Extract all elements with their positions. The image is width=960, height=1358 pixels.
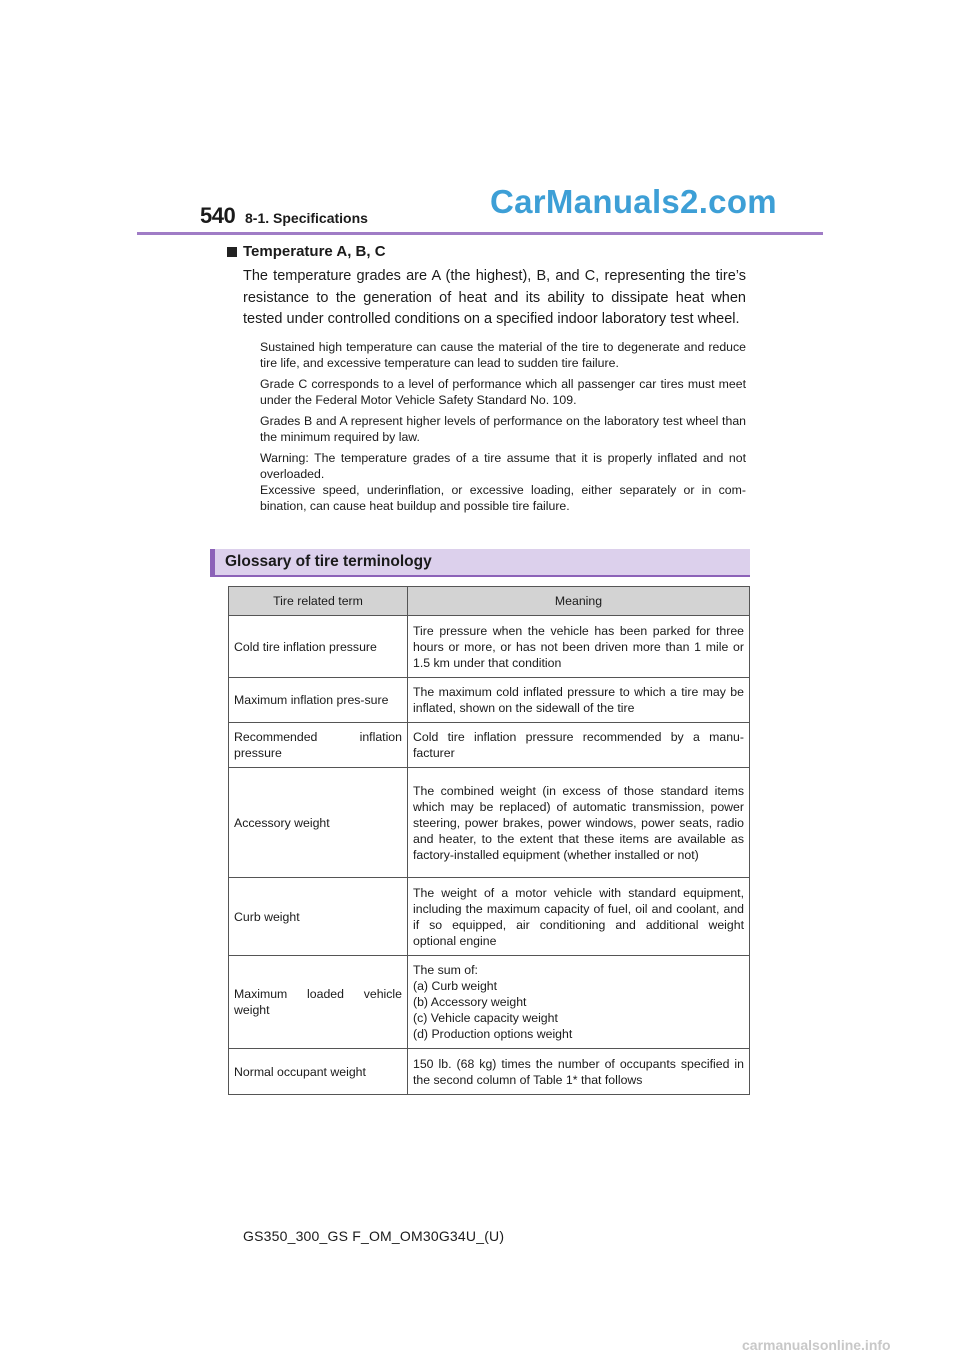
term-cell: Recommended inflation pressure [229, 723, 408, 768]
header-divider [137, 232, 823, 235]
glossary-heading-text: Glossary of tire terminology [225, 553, 432, 570]
note-item: Grades B and A represent higher levels of performance on the laboratory test wheel than the minimum required by law. [260, 413, 746, 444]
table-row [229, 616, 750, 678]
term-cell: Accessory weight [229, 768, 408, 878]
temperature-section [243, 243, 746, 519]
term-cell: Maximum inflation pres-sure [229, 678, 408, 723]
table-row [229, 723, 750, 768]
column-header-meaning: Meaning [408, 587, 750, 616]
column-header-term: Tire related term [229, 587, 408, 616]
meaning-cell: Cold tire inflation pressure recommended by a manu-facturer [408, 723, 750, 768]
note-item: Sustained high temperature can cause the material of the tire to degenerate and reduce tire life, and excessive temperature can lead to sudden tire failure. [260, 339, 746, 370]
table-row [229, 1049, 750, 1095]
meaning-cell: 150 lb. (68 kg) times the number of occupants specified in the second column of Table 1* that follows [408, 1049, 750, 1095]
term-cell: Normal occupant weight [229, 1049, 408, 1095]
meaning-cell: The combined weight (in excess of those standard items which may be replaced) of automatic transmission, power steering, power brakes, power windows, power seats, radio and heater, to the extent that these items are available as factory-installed equipment (whether installed or not) [408, 768, 750, 878]
temperature-heading-text: Temperature A, B, C [243, 243, 386, 260]
temperature-paragraph: The temperature grades are A (the highest), B, and C, representing the tire’s resistance to the generation of heat and its ability to dissipate heat when tested under controlled conditions on a specified indoor laboratory test wheel. [243, 268, 746, 327]
note-item: Grade C corresponds to a level of performance which all passenger car tires must meet under the Federal Motor Vehicle Safety Standard No. 109. [260, 376, 746, 407]
document-code: GS350_300_GS F_OM_OM30G34U_(U) [243, 1228, 505, 1244]
note-item: Warning: The temperature grades of a tire assume that it is properly inflated and not overloaded. Excessive speed, underinflation, or excessive loading, either separately or in com-bination, can cause heat buildup and possible tire failure. [260, 450, 746, 513]
table-row [229, 878, 750, 956]
watermark-logo[interactable]: CarManuals2.com [490, 183, 777, 220]
table-row [229, 678, 750, 723]
term-cell: Maximum loaded vehicle weight [229, 956, 408, 1049]
temperature-heading [243, 243, 746, 260]
table-row [229, 768, 750, 878]
meaning-cell: The weight of a motor vehicle with standard equipment, including the maximum capacity of fuel, oil and coolant, and if so equipped, air conditioning and additional weight optional engine [408, 878, 750, 956]
meaning-cell: The sum of: (a) Curb weight (b) Accessory weight (c) Vehicle capacity weight (d) Production options weight [408, 956, 750, 1049]
term-cell: Cold tire inflation pressure [229, 616, 408, 678]
table-row [229, 956, 750, 1049]
glossary-heading [210, 549, 750, 577]
temperature-notes [260, 339, 746, 514]
meaning-cell: Tire pressure when the vehicle has been parked for three hours or more, or has not been driven more than 1 mile or 1.5 km under that condition [408, 616, 750, 678]
section-title: 8-1. Specifications [245, 210, 368, 226]
footer-watermark[interactable]: carmanualsonline.info [742, 1337, 891, 1353]
square-bullet-icon [227, 247, 237, 257]
table-header-row [229, 587, 750, 616]
glossary-table [228, 586, 750, 1095]
term-cell: Curb weight [229, 878, 408, 956]
page-number: 540 [200, 203, 236, 228]
meaning-cell: The maximum cold inflated pressure to which a tire may be inflated, shown on the sidewall of the tire [408, 678, 750, 723]
